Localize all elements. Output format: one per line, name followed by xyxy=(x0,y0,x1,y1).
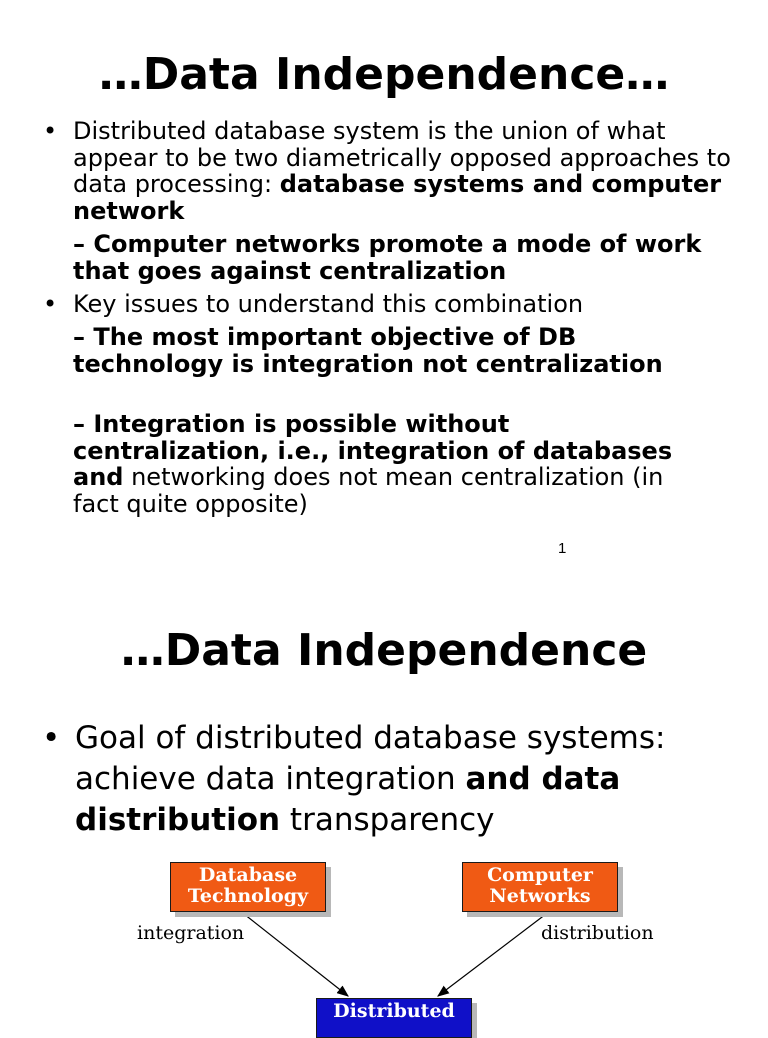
slide-number: 1 xyxy=(558,540,567,557)
slide-title: …Data Independence… xyxy=(98,49,670,100)
distribution-label: distribution xyxy=(541,922,654,944)
bullet-text: Distributed database system is the union of what appear to be two diametrically opposed approaches to data processing: xyxy=(73,117,731,198)
sub-bullet-item: – Computer networks promote a mode of work that goes against centralization xyxy=(73,230,702,285)
bullet-icon: • xyxy=(43,117,58,145)
bullet-bold-text: and data distribution xyxy=(75,761,621,838)
distribution-arrow xyxy=(438,914,546,996)
bullet-icon: • xyxy=(43,290,58,318)
database-technology-box: Database Technology xyxy=(170,862,326,912)
computer-networks-box: Computer Networks xyxy=(462,862,618,912)
bullet-item xyxy=(43,290,733,318)
integration-label: integration xyxy=(137,922,245,944)
sub-bullet-item xyxy=(73,411,713,517)
sub-bullet-bold-text: – Integration is possible without centralization, i.e., integration of databases and xyxy=(73,410,673,491)
bullet-text-end: transparency xyxy=(280,802,495,838)
sub-bullet-item: – The most important objective of DB technology is integration not centralization xyxy=(73,323,663,378)
slide-title: …Data Independence xyxy=(120,625,648,676)
slide-2 xyxy=(0,600,768,1024)
distributed-box: Distributed xyxy=(316,998,472,1038)
bullet-text: Key issues to understand this combination xyxy=(73,290,584,318)
bullet-bold-text: database systems and computer network xyxy=(73,170,722,225)
integration-arrow xyxy=(244,914,348,996)
bullet-item xyxy=(43,117,733,225)
diagram-arrows xyxy=(0,600,768,1024)
bullet-text: Goal of distributed database systems: achieve data integration xyxy=(75,720,666,797)
bullet-icon: • xyxy=(42,720,61,756)
sub-bullet-text: networking does not mean centralization (in fact quite opposite) xyxy=(73,463,664,518)
